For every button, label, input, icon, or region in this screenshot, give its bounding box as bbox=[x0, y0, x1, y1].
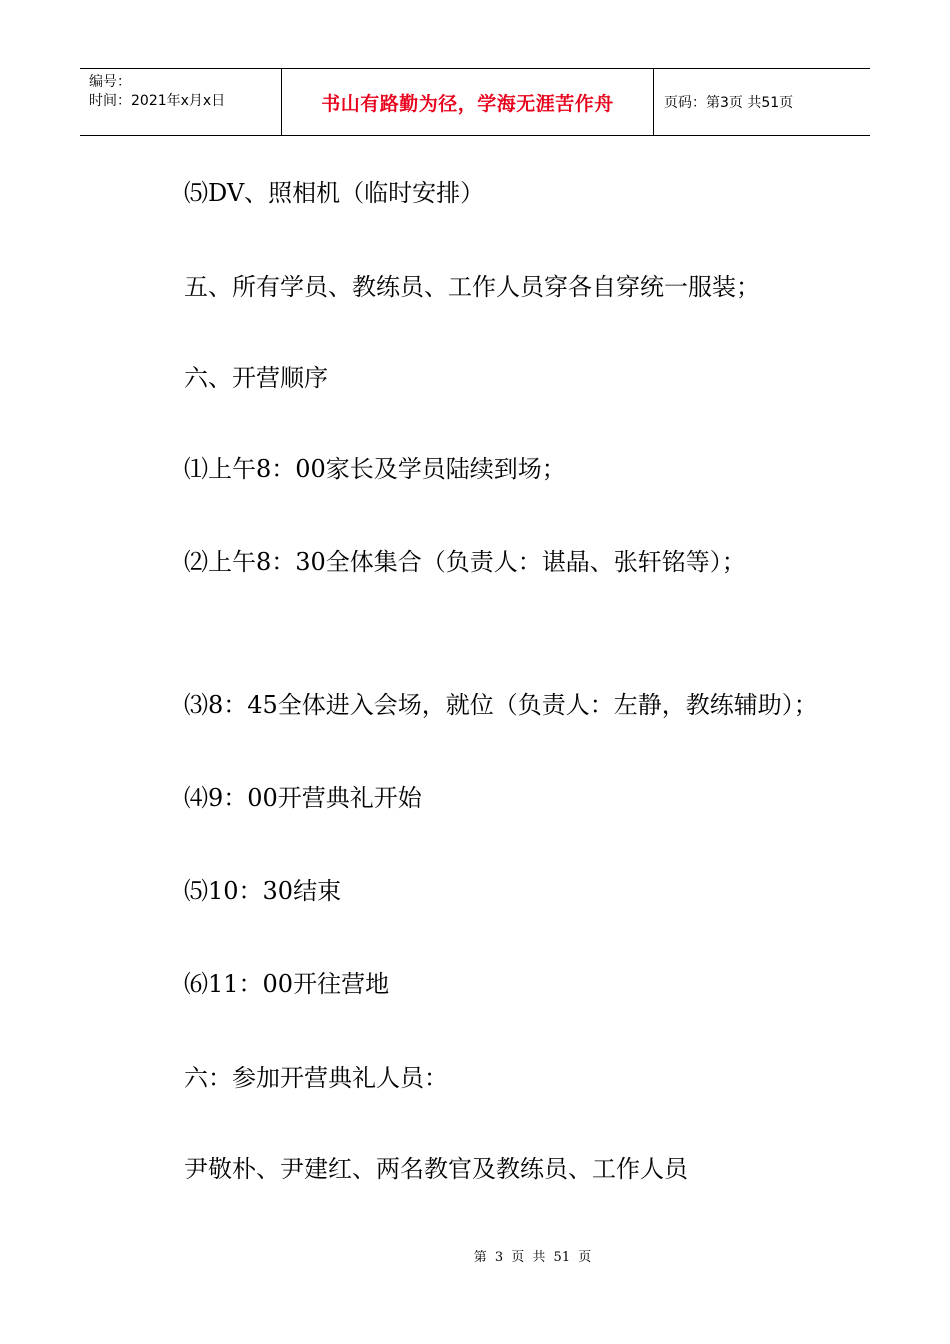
section-heading: 六：参加开营典礼人员： bbox=[184, 1064, 448, 1092]
body-line: 尹敬朴、尹建红、两名教官及教练员、工作人员 bbox=[184, 1155, 688, 1183]
document-number-label: 编号： bbox=[89, 74, 131, 90]
body-line: ⑵上午8：30全体集合（负责人：谌晶、张轩铭等）； bbox=[184, 548, 746, 576]
page-header bbox=[80, 68, 870, 136]
header-page-info: 页码：第3页 共51页 bbox=[664, 95, 794, 111]
document-time-label: 时间：2021年x月x日 bbox=[89, 93, 226, 109]
header-motto-cell bbox=[281, 69, 654, 135]
footer-page-number: 第 3 页 共 51 页 bbox=[473, 1250, 592, 1265]
header-meta bbox=[80, 69, 281, 135]
body-line: 五、所有学员、教练员、工作人员穿各自穿统一服装； bbox=[184, 273, 760, 301]
body-line: ⑶8：45全体进入会场，就位（负责人：左静，教练辅助）； bbox=[184, 691, 818, 719]
section-heading: 六、开营顺序 bbox=[184, 364, 328, 392]
header-motto: 书山有路勤为径，学海无涯苦作舟 bbox=[321, 92, 614, 115]
header-page-info-cell bbox=[654, 69, 870, 135]
body-line: ⑸DV、照相机（临时安排） bbox=[184, 179, 485, 207]
body-line: ⑴上午8：00家长及学员陆续到场； bbox=[184, 455, 566, 483]
body-line: ⑸10：30结束 bbox=[184, 877, 342, 905]
page-footer bbox=[0, 1246, 950, 1265]
body-line: ⑷9：00开营典礼开始 bbox=[184, 784, 422, 812]
body-line: ⑹11：00开往营地 bbox=[184, 970, 390, 998]
